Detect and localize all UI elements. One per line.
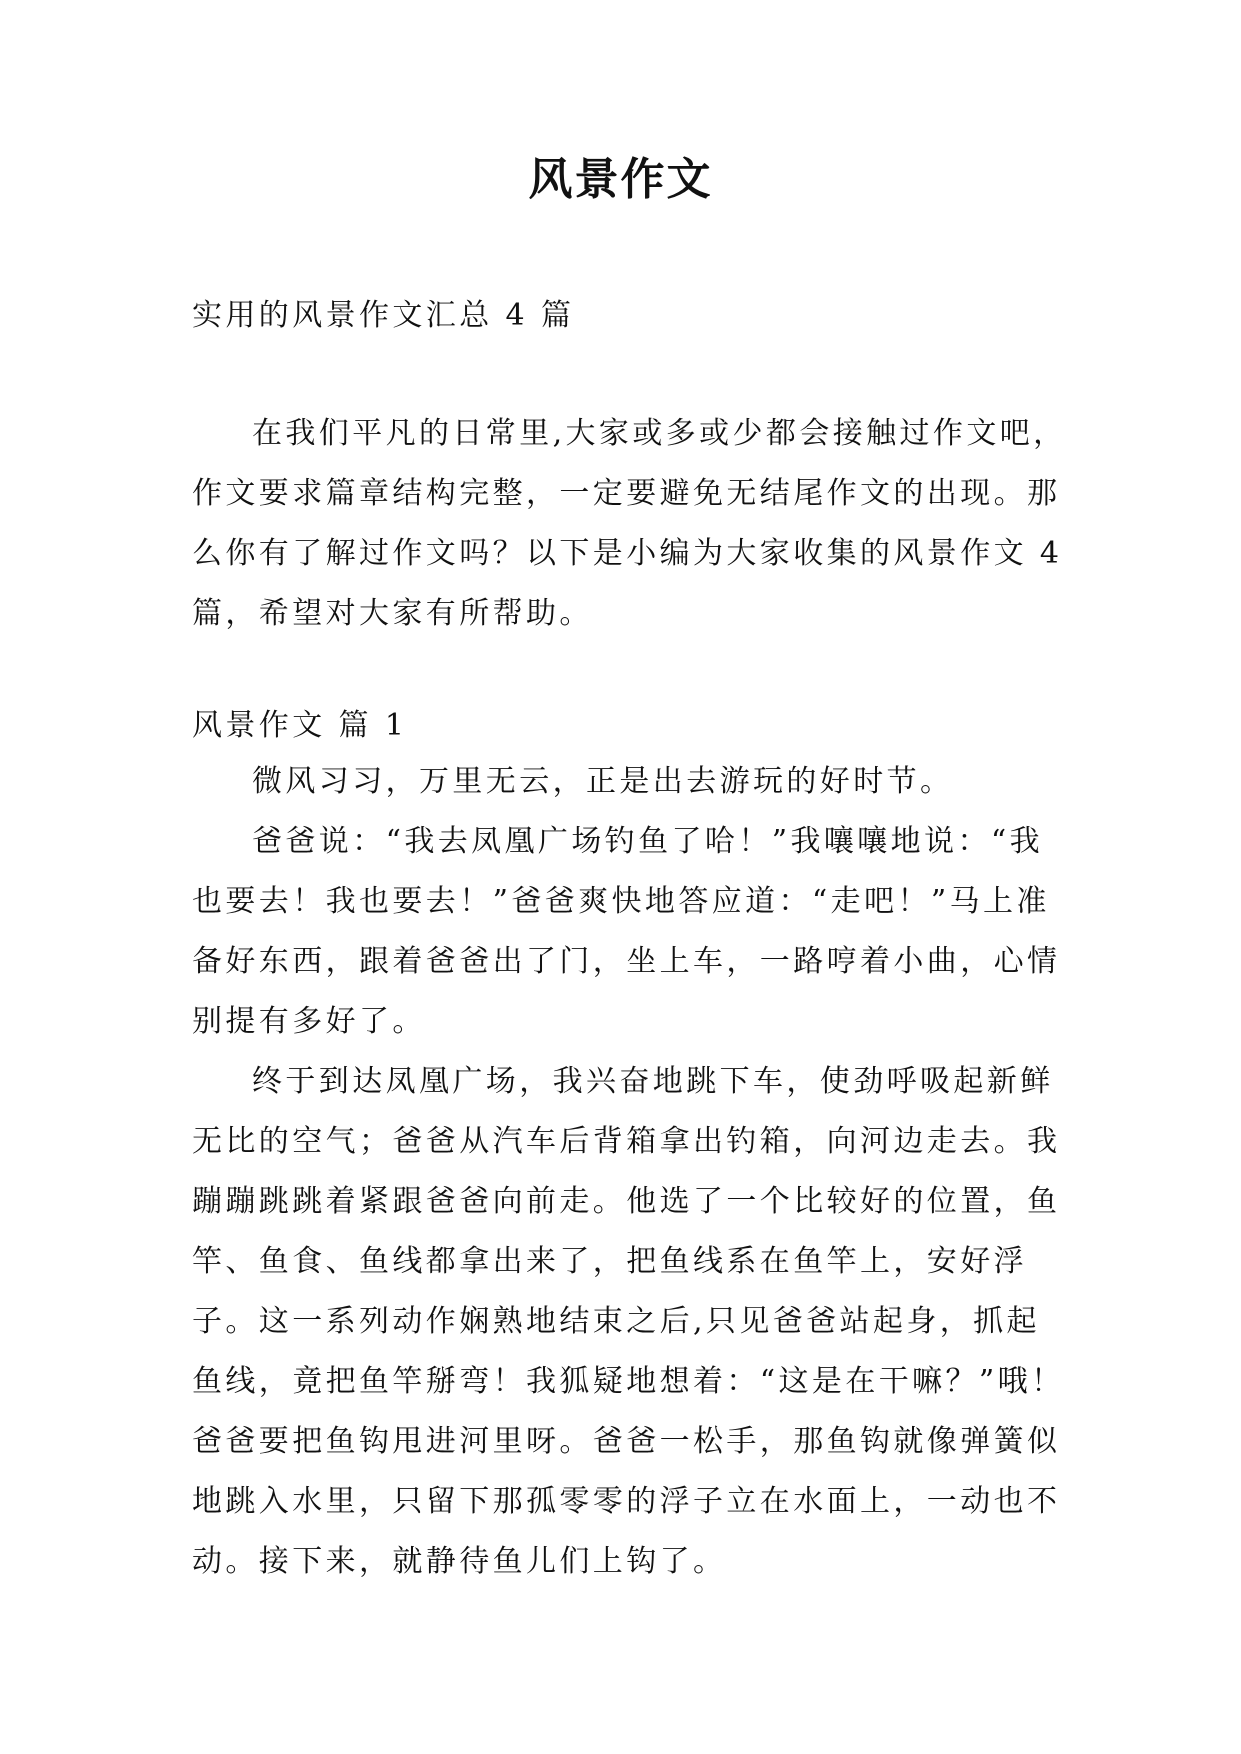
body-paragraph: 微风习习，万里无云，正是出去游玩的好时节。 xyxy=(252,764,954,799)
body-paragraph: 爸爸说：“我去凤凰广场钓鱼了哈！”我嚷嚷地说：“我也要去！我也要去！”爸爸爽快地答应道：“走吧！”马上准备好东西，跟着爸爸出了门，坐上车，一路哼着小曲，心情别提有多好了。 xyxy=(192,824,1061,1039)
section-heading: 风景作文 篇 1 xyxy=(192,708,408,743)
body-paragraph: 终于到达凤凰广场，我兴奋地跳下车，使劲呼吸起新鲜无比的空气；爸爸从汽车后背箱拿出钓箱，向河边走去。我蹦蹦跳跳着紧跟爸爸向前走。他选了一个比较好的位置，鱼竿、鱼食、鱼线都拿出来了，把鱼线系在鱼竿上，安好浮子。这一系列动作娴熟地结束之后,只见爸爸站起身，抓起鱼线，竟把鱼竿掰弯！我狐疑地想着：“这是在干嘛？”哦！爸爸要把鱼钩甩进河里呀。爸爸一松手，那鱼钩就像弹簧似地跳入水里，只留下那孤零零的浮子立在水面上，一动也不动。接下来，就静待鱼儿们上钩了。 xyxy=(192,1064,1065,1579)
intro-paragraph: 在我们平凡的日常里,大家或多或少都会接触过作文吧，作文要求篇章结构完整，一定要避免无结尾作文的出现。那么你有了解过作文吗？以下是小编为大家收集的风景作文 4 篇，希望对大家有所帮助。 xyxy=(192,416,1067,631)
section-body xyxy=(192,752,1072,1592)
document-title: 风景作文 xyxy=(528,154,713,205)
document-subtitle: 实用的风景作文汇总 4 篇 xyxy=(192,298,575,333)
